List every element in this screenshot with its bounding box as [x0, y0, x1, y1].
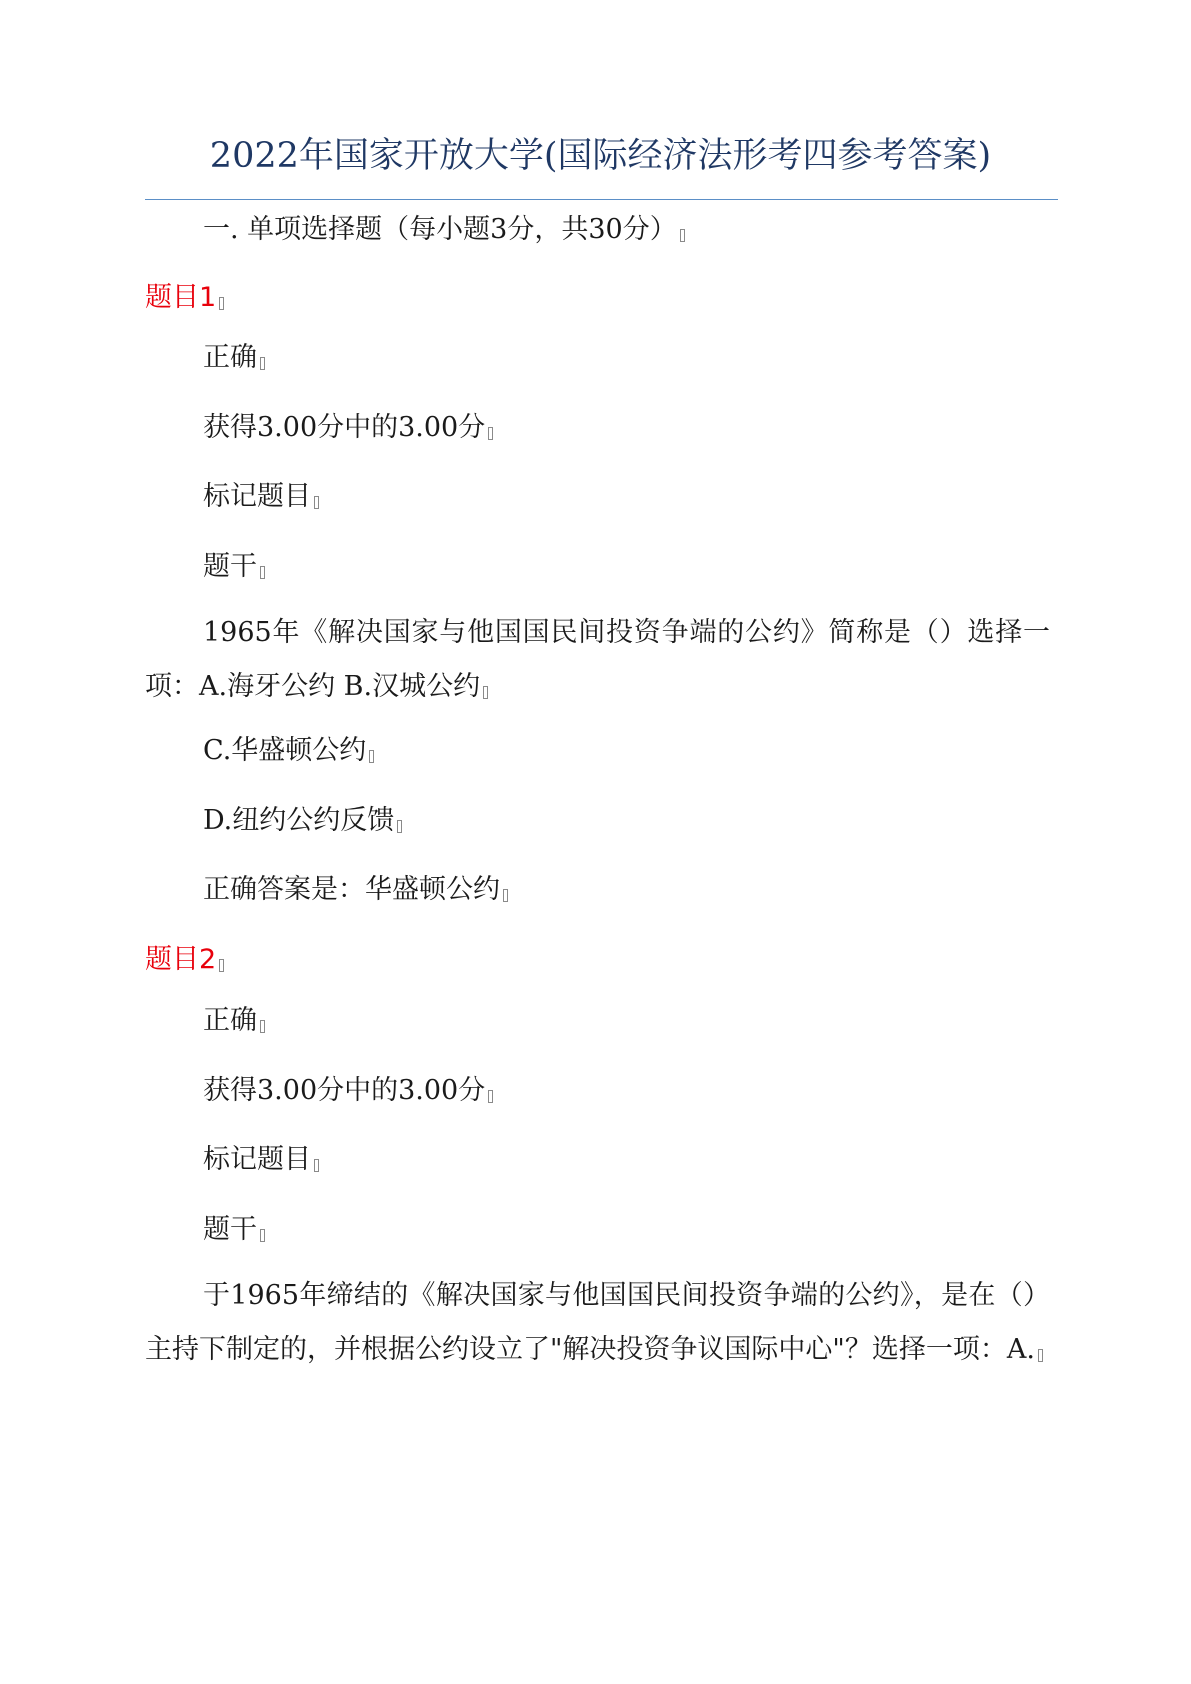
question-2-status — [203, 1007, 265, 1034]
status-text: 正确 — [203, 342, 257, 373]
question-1-stem-label — [203, 553, 265, 580]
option-text: D.纽约公约反馈 — [203, 805, 395, 836]
status-text: 正确 — [203, 1005, 257, 1036]
question-2-stem — [145, 1269, 1050, 1377]
stem-label-text: 题干 — [203, 551, 257, 582]
option-text: C.华盛顿公约 — [203, 735, 367, 766]
paragraph-mark — [488, 1090, 493, 1103]
question-heading-text: 题目1 — [145, 282, 217, 313]
question-1-answer — [203, 876, 508, 903]
paragraph-mark — [680, 229, 685, 242]
stem-text: 1965年《解决国家与他国国民间投资争端的公约》简称是（）选择一项：A.海牙公约 B.汉城公约 — [145, 617, 1050, 702]
paragraph-mark — [219, 297, 224, 310]
question-2-flag — [203, 1146, 319, 1173]
question-2-heading — [145, 946, 224, 973]
question-1-status — [203, 344, 265, 371]
score-text: 获得3.00分中的3.00分 — [203, 1075, 486, 1106]
paragraph-mark — [314, 1159, 319, 1172]
answer-text: 正确答案是：华盛顿公约 — [203, 874, 500, 905]
question-1-score — [203, 414, 493, 441]
question-1-option-d — [203, 807, 402, 834]
document-title: 2022年国家开放大学(国际经济法形考四参考答案) — [209, 136, 992, 176]
paragraph-mark — [503, 889, 508, 902]
paragraph-mark — [488, 427, 493, 440]
stem-text: 于1965年缔结的《解决国家与他国国民间投资争端的公约》，是在（）主持下制定的，并根据公约设立了"解决投资争议国际中心"？选择一项：A. — [145, 1280, 1050, 1365]
paragraph-mark — [260, 1020, 265, 1033]
paragraph-mark — [1038, 1349, 1043, 1362]
section-heading — [203, 216, 685, 243]
score-text: 获得3.00分中的3.00分 — [203, 412, 486, 443]
paragraph-mark — [483, 686, 488, 699]
paragraph-mark — [314, 496, 319, 509]
section-heading-text: 一. 单项选择题（每小题3分，共30分） — [203, 214, 677, 245]
question-1-option-c — [203, 737, 374, 764]
question-1-heading — [145, 284, 224, 311]
question-2-score — [203, 1077, 493, 1104]
question-1-stem — [145, 606, 1050, 714]
question-1-flag — [203, 483, 319, 510]
paragraph-mark — [369, 750, 374, 763]
stem-label-text: 题干 — [203, 1214, 257, 1245]
question-heading-text: 题目2 — [145, 944, 217, 975]
question-2-stem-label — [203, 1216, 265, 1243]
title-rule — [145, 199, 1058, 200]
paragraph-mark — [260, 1229, 265, 1242]
flag-text: 标记题目 — [203, 481, 311, 512]
paragraph-mark — [260, 357, 265, 370]
flag-text: 标记题目 — [203, 1144, 311, 1175]
paragraph-mark — [397, 820, 402, 833]
paragraph-mark — [260, 566, 265, 579]
paragraph-mark — [219, 959, 224, 972]
